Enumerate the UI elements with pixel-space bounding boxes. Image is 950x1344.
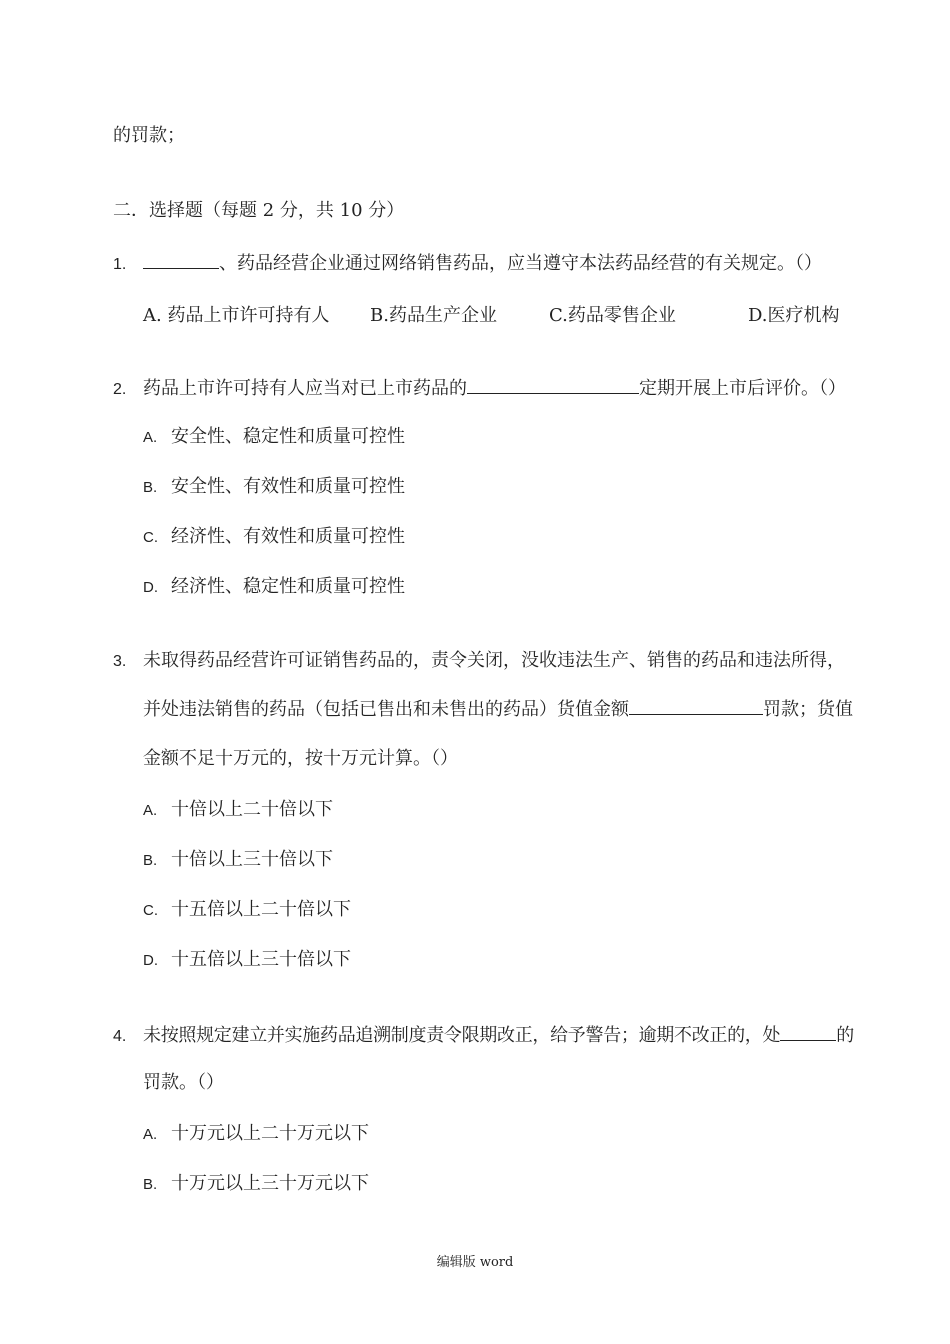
question-3-line-3: 金额不足十万元的，按十万元计算。（）	[143, 748, 458, 769]
question-text: 罚款；货值	[763, 699, 853, 720]
option-text: 经济性、稳定性和质量可控性	[171, 576, 405, 597]
answer-blank	[629, 700, 763, 715]
question-text: 定期开展上市后评价。（）	[639, 378, 846, 399]
section-title: 二．选择题（每题 2 分，共 10 分）	[113, 200, 405, 221]
option-a	[143, 801, 333, 819]
option-label: A.	[143, 1126, 158, 1143]
question-3-line-2	[143, 700, 853, 719]
question-text: 并处违法销售的药品（包括已售出和未售出的药品）货值金额	[143, 699, 629, 720]
option-text: 安全性、有效性和质量可控性	[171, 476, 405, 497]
option-label: B.	[143, 852, 158, 869]
option-label: A.	[143, 429, 158, 446]
option-label: D.	[143, 952, 158, 969]
option-label: D.	[143, 579, 158, 596]
question-number: 3.	[113, 653, 127, 670]
option-d: D.医疗机构	[748, 305, 840, 326]
question-text: 药品上市许可持有人应当对已上市药品的	[143, 378, 467, 399]
option-text: 经济性、有效性和质量可控性	[171, 526, 405, 547]
option-label: C.	[143, 902, 158, 919]
option-d	[143, 951, 351, 969]
option-text: 十万元以上三十万元以下	[171, 1173, 369, 1194]
option-b	[143, 1175, 369, 1193]
option-label: C.	[143, 529, 158, 546]
answer-blank	[143, 254, 219, 269]
option-text: 十倍以上三十倍以下	[171, 849, 333, 870]
question-number: 4.	[113, 1028, 127, 1045]
option-label: B.	[143, 1176, 158, 1193]
question-4	[113, 1026, 854, 1045]
option-text: 十倍以上二十倍以下	[171, 799, 333, 820]
option-b: B.药品生产企业	[370, 305, 497, 326]
question-text: 、药品经营企业通过网络销售药品，应当遵守本法药品经营的有关规定。（）	[219, 253, 822, 274]
option-a	[143, 428, 405, 446]
question-number: 1.	[113, 256, 127, 273]
option-text: 十五倍以上二十倍以下	[171, 899, 351, 920]
question-3	[113, 652, 845, 670]
answer-blank	[467, 379, 639, 394]
option-d	[143, 578, 405, 596]
option-c: C.药品零售企业	[549, 305, 676, 326]
option-c	[143, 528, 405, 546]
question-text: 的	[836, 1025, 855, 1046]
option-text: 十五倍以上三十倍以下	[171, 949, 351, 970]
question-2	[113, 379, 846, 398]
question-text: 未按照规定建立并实施药品追溯制度责令限期改正，给予警告；逾期不改正的，处	[143, 1025, 781, 1046]
question-text: 未取得药品经营许可证销售药品的，责令关闭，没收违法生产、销售的药品和违法所得，	[143, 650, 845, 671]
answer-blank	[780, 1026, 836, 1041]
question-4-line-2: 罚款。（）	[143, 1072, 224, 1093]
option-text: 十万元以上二十万元以下	[171, 1123, 369, 1144]
option-text: 安全性、稳定性和质量可控性	[171, 426, 405, 447]
option-a	[143, 1125, 369, 1143]
option-c	[143, 901, 351, 919]
question-number: 2.	[113, 381, 127, 398]
option-a: A. 药品上市许可持有人	[143, 305, 330, 326]
question-1	[113, 254, 822, 273]
page-footer: 编辑版 word	[436, 1255, 514, 1270]
option-b	[143, 478, 405, 496]
option-label: B.	[143, 479, 158, 496]
option-b	[143, 851, 333, 869]
option-label: A.	[143, 802, 158, 819]
continuation-text: 的罚款；	[113, 125, 185, 146]
